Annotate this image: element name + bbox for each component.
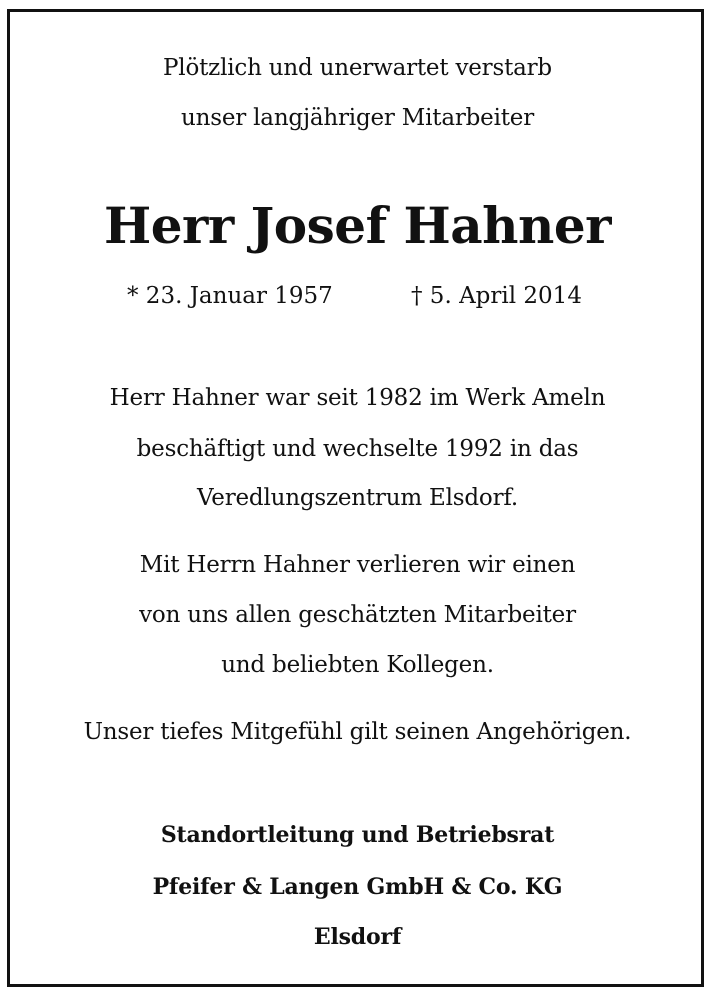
paragraph1-line-1: Herr Hahner war seit 1982 im Werk Ameln — [109, 385, 606, 411]
death-date: † 5. April 2014 — [411, 283, 582, 309]
paragraph2-line-3: und beliebten Kollegen. — [221, 652, 494, 678]
condolence-line: Unser tiefes Mitgefühl gilt seinen Angehörigen. — [83, 719, 632, 745]
intro-line-2: unser langjähriger Mitarbeiter — [181, 105, 534, 131]
paragraph2-line-1: Mit Herrn Hahner verlieren wir einen — [139, 552, 576, 578]
paragraph2-line-2: von uns allen geschätzten Mitarbeiter — [139, 602, 576, 628]
signature-line-3: Elsdorf — [313, 924, 402, 950]
paragraph1-line-3: Veredlungszentrum Elsdorf. — [197, 485, 518, 511]
signature-line-1: Standortleitung und Betriebsrat — [160, 822, 555, 848]
intro-line-1: Plötzlich und unerwartet verstarb — [163, 55, 552, 81]
birth-date: * 23. Januar 1957 — [127, 283, 333, 309]
life-dates — [0, 281, 715, 313]
deceased-name: Herr Josef Hahner — [103, 196, 612, 255]
signature-line-2: Pfeifer & Langen GmbH & Co. KG — [152, 874, 563, 900]
paragraph1-line-2: beschäftigt und wechselte 1992 in das — [136, 436, 579, 462]
